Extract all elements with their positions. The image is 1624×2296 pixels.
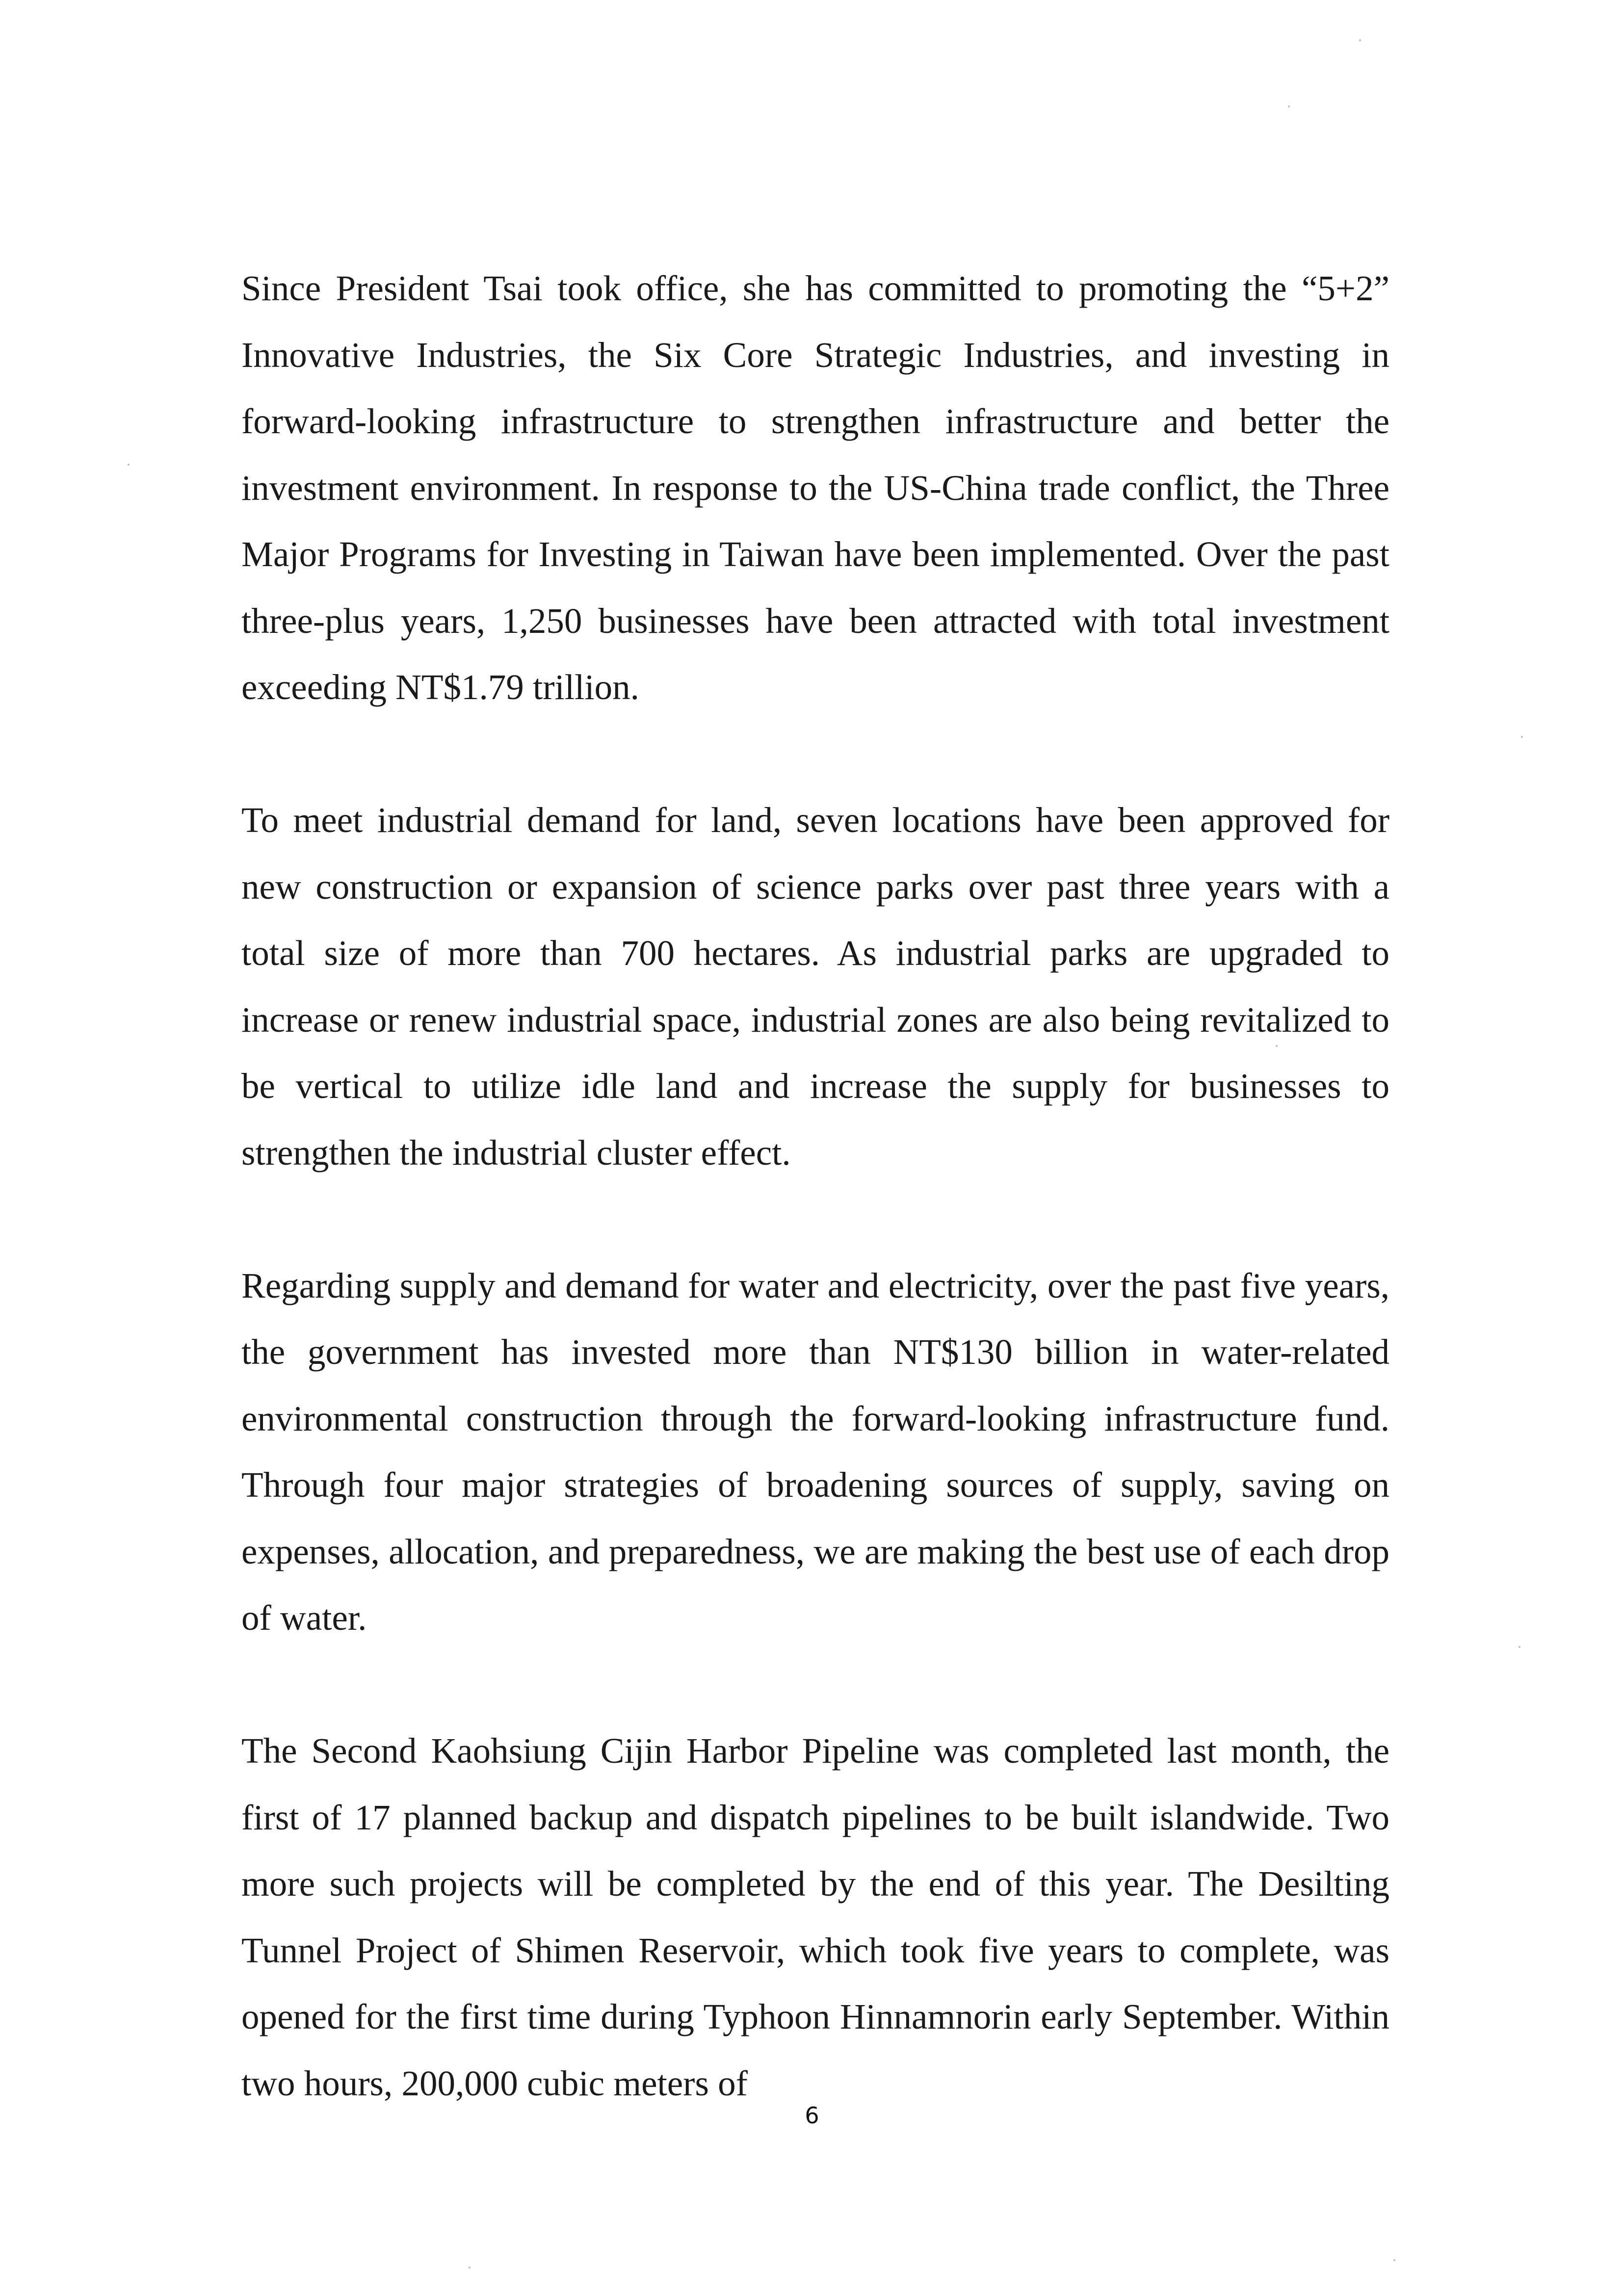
paragraph-land-supply: To meet industrial demand for land, seven locations have been approved for new construction or expansion of science parks over past three years with a total size of more than 700 hectares. As industrial parks are upgraded to increase or renew industrial space, industrial zones are also being revitalized to be vertical to utilize idle land and increase the supply for businesses to strengthen the industrial cluster effect. bbox=[241, 800, 1389, 1173]
scan-speck bbox=[1519, 1646, 1520, 1648]
scan-speck bbox=[1521, 736, 1523, 738]
scan-speck bbox=[1393, 2259, 1395, 2261]
scan-speck bbox=[1359, 39, 1361, 41]
page-number: 6 bbox=[805, 2102, 819, 2129]
scan-speck bbox=[1288, 105, 1290, 107]
paragraph-investment: Since President Tsai took office, she has committed to promoting the “5+2” Innovative Industries, the Six Core Strategic Industries, and investing in forward-looking infrastructure to strengthen infrastructure and better the investment environment. In response to the US-China trade conflict, the Three Major Programs for Investing in Taiwan have been implemented. Over the past three-plus years, 1,250 businesses have been attracted with total investment exceeding NT$1.79 trillion. bbox=[241, 268, 1389, 707]
paragraph-water-electricity: Regarding supply and demand for water and electricity, over the past five years, the government has invested more than NT$130 billion in water-related environmental construction through the forward-looking infrastructure fund. Through four major strategies of broadening sources of supply, saving on expenses, allocation, and preparedness, we are making the best use of each drop of water. bbox=[241, 1265, 1389, 1638]
scan-speck bbox=[128, 464, 130, 466]
paragraph-pipelines: The Second Kaohsiung Cijin Harbor Pipeline was completed last month, the first of 17 planned backup and dispatch pipelines to be built islandwide. Two more such projects will be completed by the end of this year. The Desilting Tunnel Project of Shimen Reservoir, which took five years to complete, was opened for the first time during Typhoon Hinnamnorin early September. Within two hours, 200,000 cubic meters of bbox=[241, 1731, 1389, 2103]
scan-speck bbox=[469, 2267, 471, 2269]
document-body bbox=[241, 255, 1389, 2116]
